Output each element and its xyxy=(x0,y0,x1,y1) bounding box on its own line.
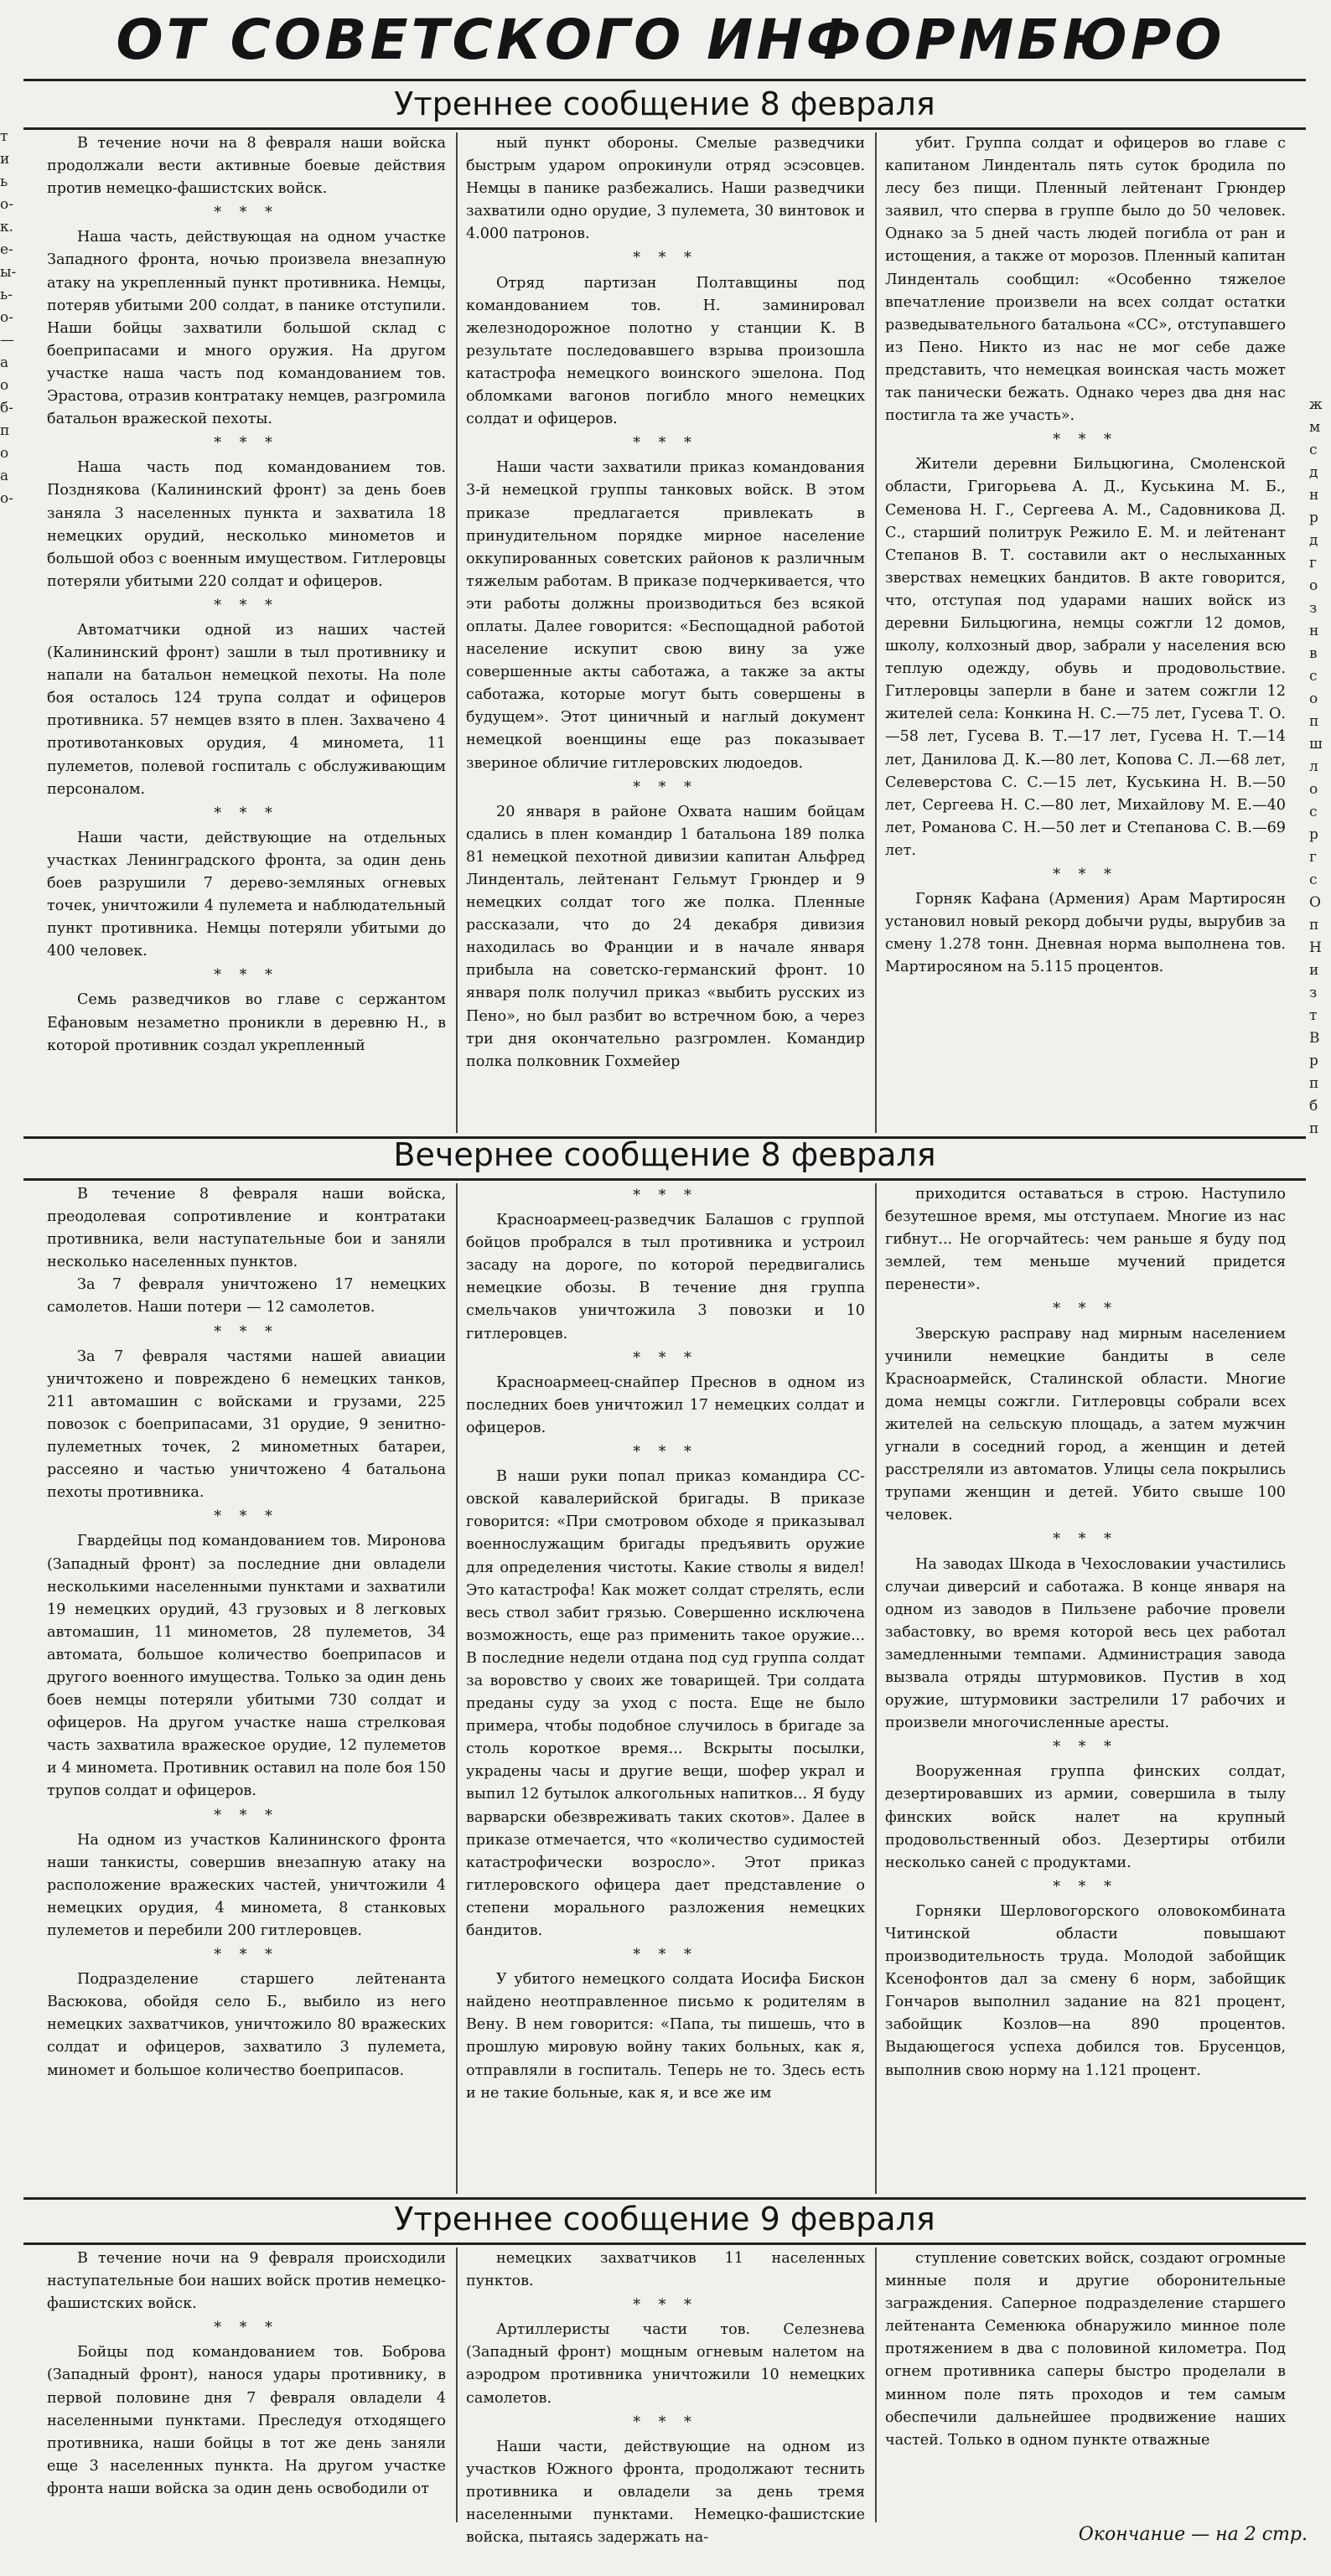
article-paragraph: Бойцы под командованием тов. Боброва (Западный фронт), нанося удары противнику, в первой половине дня 7 февраля овладели 4 населенными пунктами. Преследуя отходящего противника, наши бойцы в тот же день заняли еще 3 населенных пункта. На другом участке фронта наши войска за один день освободили от xyxy=(47,2344,446,2497)
article-paragraph: Семь разведчиков во главе с сержантом Ефановым незаметно проникли в деревню Н., в которой противник создал укрепленный xyxy=(47,991,446,1054)
article-paragraph: Наша часть, действующая на одном участке Западного фронта, ночью произвела внезапную атаку на укрепленный пункт противника. Немцы, потеряв убитыми 200 солдат, в панике отступили. Наши бойцы захватили большой склад с боеприпасами и много оружия. На другом участке наша часть под командованием тов. Эрастова, отразив контратаку немцев, разгромила батальон вражеской пехоты. xyxy=(47,229,446,428)
section-separator: * * * xyxy=(633,435,698,453)
article-paragraph: Красноармеец-разведчик Балашов с группой бойцов пробрался в тыл противника и устроил засаду на дороге, по которой передвигались немецкие обозы. В течение дня группа смельчаков уничтожила 3 повозки и 10 гитлеровцев. xyxy=(466,1212,865,1342)
section-3-column-2 xyxy=(466,2248,865,2547)
section-rule xyxy=(23,127,1306,130)
section-separator: * * * xyxy=(633,250,698,267)
section-separator: * * * xyxy=(1053,1531,1118,1549)
section-2-column-2 xyxy=(466,1183,865,2194)
masthead-title: ОТ СОВЕТСКОГО ИНФОРМБЮРО xyxy=(116,8,1225,72)
article-paragraph: Отряд партизан Полтавщины под командованием тов. Н. заминировал железнодорожное полотно у станции К. В результате последовавшего взрыва произошла катастрофа немецкого воинского эшелона. Под обломками вагонов погибло много немецких солдат и офицеров. xyxy=(466,274,865,428)
section-separator: * * * xyxy=(633,1187,698,1204)
section-separator: * * * xyxy=(633,1444,698,1461)
section-separator: * * * xyxy=(1053,432,1118,449)
section-3-column-3 xyxy=(885,2248,1286,2522)
article-paragraph: Артиллеристы части тов. Селезнева (Западный фронт) мощным огневым налетом на аэродром противника уничтожили 10 немецких самолетов. xyxy=(466,2321,865,2407)
section-separator: * * * xyxy=(1053,866,1118,883)
column-divider xyxy=(875,1183,877,2194)
column-divider xyxy=(456,132,458,1133)
article-paragraph: В течение ночи на 9 февраля происходили наступательные бои наших войск против немецко-фашистских войск. xyxy=(47,2250,446,2313)
section-title-evening-8: Вечернее сообщение 8 февраля xyxy=(393,1136,936,1173)
section-1-column-3 xyxy=(885,132,1286,1133)
article-paragraph: У убитого немецкого солдата Иосифа Бискон найдено неотправленное письмо к родителям в Вену. В нем говорится: «Папа, ты пишешь, что в прошлую мировую войну таких больных, как я, отправляли в госпиталь. Теперь не то. Здесь есть и не такие больные, как я, и все же им xyxy=(466,1971,865,2102)
section-separator: * * * xyxy=(214,435,279,453)
article-paragraph: Подразделение старшего лейтенанта Васюкова, обойдя село Б., выбило из него немецких захватчиков, уничтожило 80 вражеских солдат и офицеров, захватило 3 пулемета, миномет и большое количество боеприпасов. xyxy=(47,1971,446,2079)
article-paragraph: убит. Группа солдат и офицеров во главе с капитаном Линденталь пять суток бродила по лесу без пищи. Пленный лейтенант Грюндер заявил, что сперва в группе было до 50 человек. Однако за 5 дней часть людей погибла от ран и истощения, а также от морозов. Пленный капитан Линденталь сообщил: «Особенно тяжелое впечатление произвели на всех солдат остатки разведывательного батальона «СС», отступавшего из Пено. Никто из нас не мог себе даже представить, что немецкая воинская часть может так панически бежать. Однако через два дня нас постигла та же участь». xyxy=(885,135,1286,425)
article-paragraph: Наши части, действующие на отдельных участках Ленинградского фронта, за один день боев разрушили 7 дерево-земляных огневых точек, уничтожили 4 пулемета и наблюдательный пункт противника. Немцы потеряли убитыми до 400 человек. xyxy=(47,829,446,960)
article-paragraph: Зверскую расправу над мирным населением учинили немецкие бандиты в селе Красноармейск, Сталинской области. Многие дома немцы сожгли. Гитлеровцы собрали всех жителей на сельскую площадь, а затем мужчин угнали в соседний город, а женщин и детей расстреляли из автоматов. Улицы села покрылись трупами женщин и детей. Убито свыше 100 человек. xyxy=(885,1325,1286,1524)
article-paragraph: Наши части захватили приказ командования 3-й немецкой группы танковых войск. В этом приказе предлагается привлекать в принудительном порядке мирное население оккупированных советских районов к различным тяжелым работам. В приказе подчеркивается, что эти работы должны производиться без всякой оплаты. Далее говорится: «Беспощадной работой население искупит свою вину за уже совершенные акты саботажа, а также за акты саботажа, которые могут быть совершены в будущем». Этот циничный и наглый документ немецкой военщины еще раз показывает звериное обличие гитлеровских людоедов. xyxy=(466,459,865,772)
article-paragraph: ный пункт обороны. Смелые разведчики быстрым ударом опрокинули отряд эсэсовцев. Немцы в панике разбежались. Наши разведчики захватили одно орудие, 3 пулемета, 30 винтовок и 4.000 патронов. xyxy=(466,135,865,243)
column-divider xyxy=(456,2248,458,2522)
article-paragraph: 20 января в районе Охвата нашим бойцам сдались в плен командир 1 батальона 189 полка 81 немецкой пехотной дивизии капитан Альфред Линденталь, лейтенант Гельмут Грюндер и 9 немецких солдат того же полка. Пленные рассказали, что до 24 декабря дивизия находилась во Франции и в начале января прибыла на советско-германский фронт. 10 января полк получил приказ «выбить русских из Пено», но был разбит во встречном бою, а через три дня окончательно разгромлен. Командир полка полковник Гохмейер xyxy=(466,803,865,1070)
section-separator: * * * xyxy=(214,2320,279,2337)
section-2-column-3 xyxy=(885,1183,1286,2194)
section-title-morning-8: Утреннее сообщение 8 февраля xyxy=(394,85,935,122)
section-rule xyxy=(23,1178,1306,1181)
column-divider xyxy=(456,1183,458,2194)
section-separator: * * * xyxy=(214,967,279,985)
article-paragraph: На одном из участков Калининского фронта наши танкисты, совершив внезапную атаку на расположение вражеских частей, уничтожили 4 немецких орудия, 4 миномета, 8 станковых пулеметов и перебили 200 гитлеровцев. xyxy=(47,1831,446,1939)
article-paragraph: Жители деревни Бильцюгина, Смоленской области, Григорьева А. Д., Куськина М. Б., Семенова Н. Г., Сергеева А. М., Садовникова Д. С., старший политрук Режило Е. М. и лейтенант Степанов В. Т. составили акт о неслыханных зверствах немецких бандитов. В акте говорится, что, отступая под ударами наших войск из деревни Бильцюгина, немцы сожгли 12 домов, школу, колхозный двор, забрали у населения всю теплую одежду, обувь и продовольствие. Гитлеровцы заперли в бане и затем сожгли 12 жителей села: Конкина Н. С.—75 лет, Гусева Т. О.—58 лет, Гусева В. Т.—17 лет, Гусева Н. Т.—14 лет, Данилова Д. К.—80 лет, Копова С. Л.—68 лет, Селеверстова С. С.—15 лет, Куськина Н. В.—50 лет, Сергеева Н. С.—80 лет, Михайлову М. Е.—40 лет, Романова С. Н.—50 лет и Степанова С. В.—69 лет. xyxy=(885,456,1286,859)
section-title-morning-9: Утреннее сообщение 9 февраля xyxy=(394,2201,935,2237)
continuation-note: Окончание — на 2 стр. xyxy=(1078,2524,1308,2545)
article-paragraph: За 7 февраля частями нашей авиации уничтожено и повреждено 6 немецких танков, 211 автомашин с войсками и грузами, 225 повозок с боеприпасами, 31 орудие, 9 зенитно-пулеметных точек, 2 минометных батареи, рассеяно и частью уничтожено 4 батальона пехоты противника. xyxy=(47,1347,446,1502)
masthead-rule xyxy=(23,79,1306,81)
article-paragraph: Горняки Шерловогорского оловокомбината Читинской области повышают производительность труда. Молодой забойщик Ксенофонтов дал за смену 6 норм, забойщик Гончаров выполнил задание на 821 процент, забойщик Козлов—на 890 процентов. Выдающегося успеха добился тов. Брусенцов, выполнив свою норму на 1.121 процент. xyxy=(885,1902,1286,2079)
article-paragraph: В наши руки попал приказ командира СС-овской кавалерийской бригады. В приказе говорится: «При смотровом обходе я приказывал военнослужащим бригады предъявить оружие для определения чистоты. Какие стволы я видел! Это катастрофа! Как может солдат стрелять, если весь ствол забит грязью. Совершенно исключена возможность, еще раз применить такое оружие... В последние недели отдана под суд группа солдат за воровство у своих же товарищей. Три солдата преданы суду за уход с поста. Еще не было примера, чтобы подобное случилось в бригаде за столь короткое время... Вскрыты посылки, украдены часы и другие вещи, шофер украл и выпил 12 бутылок алкогольных напитков... Я буду варварски обезвреживать таких скотов». Далее в приказе отмечается, что «количество судимостей катастрофически возросло». Этот приказ гитлеровского офицера дает представление о степени морального разложения немецких бандитов. xyxy=(466,1468,865,1939)
section-separator: * * * xyxy=(633,778,698,796)
section-1-column-1 xyxy=(47,132,446,1133)
article-paragraph: На заводах Шкода в Чехословакии участились случаи диверсий и саботажа. В конце января на одном из заводов в Пильзене рабочие провели забастовку, во время которой весь цех работал замедленными темпами. Администрация завода вызвала отряды штурмовиков. Пустив в ход оружие, штурмовики застрелили 17 рабочих и произвели многочисленные аресты. xyxy=(885,1555,1286,1732)
article-paragraph: Наши части, действующие на одном из участков Южного фронта, продолжают теснить противника и овладели за день тремя населенными пунктами. Немецко-фашистские войска, пытаясь задержать на- xyxy=(466,2438,865,2547)
article-paragraph: Вооруженная группа финских солдат, дезертировавших из армии, совершила в тылу финских войск налет на крупный продовольственный обоз. Дезертиры отбили несколько саней с продуктами. xyxy=(885,1763,1286,1871)
article-paragraph: Гвардейцы под командованием тов. Миронова (Западный фронт) за последние дни овладели несколькими населенными пунктами и захватили 19 немецких орудий, 43 грузовых и 8 легковых автомашин, 11 минометов, 28 пулеметов, 34 автомата, большое количество боеприпасов и другого военного имущества. Только за один день боев немцы потеряли убитыми 730 солдат и офицеров. На другом участке наша стрелковая часть захватила вражеское орудие, 12 пулеметов и 4 миномета. Противник оставил на поле боя 150 трупов солдат и офицеров. xyxy=(47,1533,446,1800)
section-separator: * * * xyxy=(633,1349,698,1367)
column-divider xyxy=(875,132,877,1133)
section-separator: * * * xyxy=(214,1807,279,1824)
article-paragraph: В течение ночи на 8 февраля наши войска продолжали вести активные боевые действия против немецко-фашистских войск. xyxy=(47,135,446,198)
article-paragraph: Красноармеец-снайпер Преснов в одном из последних боев уничтожил 17 немецких солдат и офицеров. xyxy=(466,1373,865,1436)
section-separator: * * * xyxy=(1053,1301,1118,1318)
column-divider xyxy=(875,2248,877,2522)
section-separator: * * * xyxy=(633,2413,698,2431)
section-2-column-1 xyxy=(47,1183,446,2194)
article-paragraph: ступление советских войск, создают огромные минные поля и другие оборонительные заграждения. Саперное подразделение старшего лейтенанта Семенюка обнаружило минное поле протяжением в два с половиной километра. Под огнем противника саперы быстро проделали в минном поле пять проходов и тем самым обеспечили дальнейшее продвижение наших частей. Только в одном пункте отважные xyxy=(885,2250,1286,2449)
section-separator: * * * xyxy=(214,1323,279,1341)
section-separator: * * * xyxy=(1053,1739,1118,1756)
article-paragraph: приходится оставаться в строю. Наступило безутешное время, мы отступаем. Многие из нас гибнут... Не огорчайтесь: чем раньше я буду под землей, тем меньше мучений придется перенести». xyxy=(885,1186,1286,1294)
section-separator: * * * xyxy=(633,2297,698,2315)
section-1-column-2 xyxy=(466,132,865,1133)
section-separator: * * * xyxy=(214,1947,279,1964)
article-paragraph: В течение 8 февраля наши войска, преодолевая сопротивление и контратаки противника, вели наступательные бои и заняли несколько населенных пунктов. xyxy=(47,1186,446,1271)
section-rule xyxy=(23,2242,1306,2245)
article-paragraph: Наша часть под командованием тов. Позднякова (Калининский фронт) за день боев заняла 3 населенных пункта и захватила 18 немецких орудий, несколько минометов и большой обоз с военным имуществом. Гитлеровцы потеряли убитыми 220 солдат и офицеров. xyxy=(47,459,446,590)
section-separator: * * * xyxy=(1053,1878,1118,1896)
right-edge-fragments: ж м с д н р д г о з н в с о п ш л о с р г с О п Н и з т В р п б п xyxy=(1309,396,1323,1137)
section-separator: * * * xyxy=(214,204,279,222)
section-3-column-1 xyxy=(47,2248,446,2522)
article-paragraph: Автоматчики одной из наших частей (Калининский фронт) зашли в тыл противнику и напали на батальон немецкой пехоты. На поле боя осталось 124 трупа солдат и офицеров противника. 57 немцев взято в плен. Захвачено 4 противотанковых орудия, 4 миномета, 11 пулеметов, полевой госпиталь с обслуживающим персоналом. xyxy=(47,621,446,798)
section-separator: * * * xyxy=(214,597,279,614)
section-separator: * * * xyxy=(214,804,279,822)
section-separator: * * * xyxy=(633,1947,698,1964)
article-paragraph: немецких захватчиков 11 населенных пунктов. xyxy=(466,2250,865,2290)
left-edge-fragments: т и ь о- к. е- ы- ь- о- — а о б- п о а о- xyxy=(0,128,17,507)
section-separator: * * * xyxy=(214,1508,279,1526)
article-paragraph: За 7 февраля уничтожено 17 немецких самолетов. Наши потери — 12 самолетов. xyxy=(47,1276,446,1316)
article-paragraph: Горняк Кафана (Армения) Арам Мартиросян установил новый рекорд добычи руды, вырубив за смену 1.278 тонн. Дневная норма выполнена тов. Мартиросяном на 5.115 процентов. xyxy=(885,891,1286,976)
